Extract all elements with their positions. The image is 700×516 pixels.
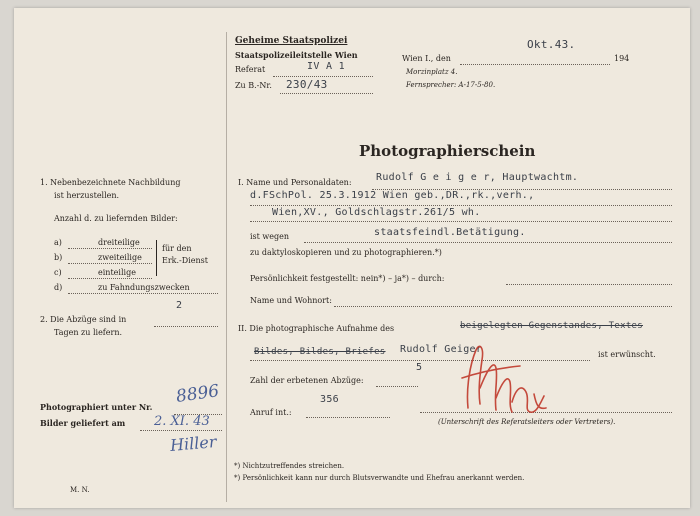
- daktylo-text: zu daktyloskopieren und zu photographieren.*): [250, 248, 442, 257]
- wegen-rule: [304, 242, 672, 243]
- date-line: [460, 64, 610, 65]
- year-prefix: 194: [614, 54, 630, 63]
- identity-rule: [506, 284, 672, 285]
- item2-line1: 2. Die Abzüge sind in: [40, 315, 127, 324]
- ref-no-value: 230/43: [286, 78, 328, 91]
- signature-caption: (Unterschrift des Referatsleiters oder Vertreters).: [438, 418, 616, 426]
- opt-d-line: [68, 293, 218, 294]
- name-address-rule: [334, 306, 672, 307]
- name-line1: Rudolf G e i g e r, Hauptwachtm.: [376, 172, 579, 183]
- section2-label: II. Die photographische Aufnahme des: [238, 324, 395, 333]
- agency-name: Geheime Staatspolizei: [235, 36, 348, 46]
- name-line2: d.FSchPol. 25.3.1912 Wien geb.,DR.,rk.,verh.,: [250, 190, 535, 201]
- footnote-2: *) Persönlichkeit kann nur durch Blutsverwandte und Ehefrau anerkannt werden.: [234, 474, 525, 482]
- date-typed: Okt.43.: [527, 38, 576, 51]
- struck-text-1: beigelegten Gegenstandes, Textes: [460, 321, 643, 331]
- copies-value: 5: [416, 362, 423, 373]
- brace-line1: für den: [162, 244, 192, 253]
- delivered-date: 2. XI. 43: [154, 414, 210, 429]
- copies-label: Zahl der erbetenen Abzüge:: [250, 376, 364, 385]
- opt-c-label: einteilige: [98, 268, 136, 277]
- initials: M. N.: [70, 486, 90, 494]
- opt-c-line: [68, 278, 152, 279]
- days-line: [154, 326, 218, 327]
- delivered-line: [140, 430, 222, 431]
- call-value: 356: [320, 394, 339, 405]
- office-name: Staatspolizeileitstelle Wien: [235, 50, 358, 60]
- wegen-label: ist wegen: [250, 232, 290, 241]
- referat-label: Referat: [235, 65, 266, 74]
- struck-text-2: Bildes, Bildes, Briefes: [254, 347, 386, 357]
- address: Morzinplatz 4.: [406, 68, 458, 76]
- identity-label: Persönlichkeit festgestellt: nein*) – ja*) – durch:: [250, 274, 445, 283]
- footnote-1: *) Nichtzutreffendes streichen.: [234, 462, 345, 470]
- photographed-label: Photographiert unter Nr.: [40, 402, 153, 412]
- copies-rule: [376, 386, 418, 387]
- wegen-value: staatsfeindl.Betätigung.: [374, 227, 526, 238]
- opt-a-line: [68, 248, 152, 249]
- referat-line: [273, 76, 373, 77]
- item1-line2: ist herzustellen.: [54, 191, 120, 200]
- delivered-label: Bilder geliefert am: [40, 418, 126, 428]
- opt-a-key: a): [54, 238, 62, 247]
- place-date-label: Wien I., den: [402, 54, 451, 63]
- document-sheet: [14, 8, 690, 508]
- opt-b-label: zweiteilige: [98, 253, 142, 262]
- photo-subject: Rudolf Geiger: [400, 344, 483, 355]
- referat-value: IV A 1: [307, 61, 345, 72]
- opt-b-line: [68, 263, 152, 264]
- opt-c-key: c): [54, 268, 62, 277]
- ref-no-line: [280, 93, 373, 94]
- opt-b-key: b): [54, 253, 63, 262]
- opt-d-label: zu Fahndungszwecken: [98, 283, 190, 292]
- item2-line2: Tagen zu liefern.: [54, 328, 123, 337]
- name-address-label: Name und Wohnort:: [250, 296, 332, 305]
- opt-d-key: d): [54, 283, 63, 292]
- opt-a-label: dreiteilige: [98, 238, 140, 247]
- section1-label: I. Name und Personaldaten:: [238, 178, 352, 187]
- name-line2-rule: [250, 205, 672, 206]
- column-divider: [226, 32, 227, 502]
- erwuenscht: ist erwünscht.: [598, 350, 656, 359]
- count-label: Anzahl d. zu liefernden Bilder:: [54, 214, 178, 223]
- photographed-number: 8896: [174, 381, 221, 407]
- call-rule: [306, 417, 390, 418]
- brace-line2: Erk.-Dienst: [162, 256, 208, 265]
- ref-no-label: Zu B.-Nr.: [235, 81, 272, 90]
- left-count-value: 2: [176, 300, 183, 311]
- call-label: Anruf int.:: [250, 408, 292, 417]
- form-title: Photographierschein: [359, 142, 536, 160]
- phone: Fernsprecher: A-17-5-80.: [406, 81, 496, 89]
- name-line3-rule: [250, 221, 672, 222]
- delivered-signature: Hiller: [169, 432, 218, 455]
- options-brace: [156, 240, 157, 276]
- red-signature: [450, 338, 556, 422]
- name-line3: Wien,XV., Goldschlagstr.261/5 wh.: [272, 207, 481, 218]
- item1-line1: 1. Nebenbezeichnete Nachbildung: [40, 178, 181, 187]
